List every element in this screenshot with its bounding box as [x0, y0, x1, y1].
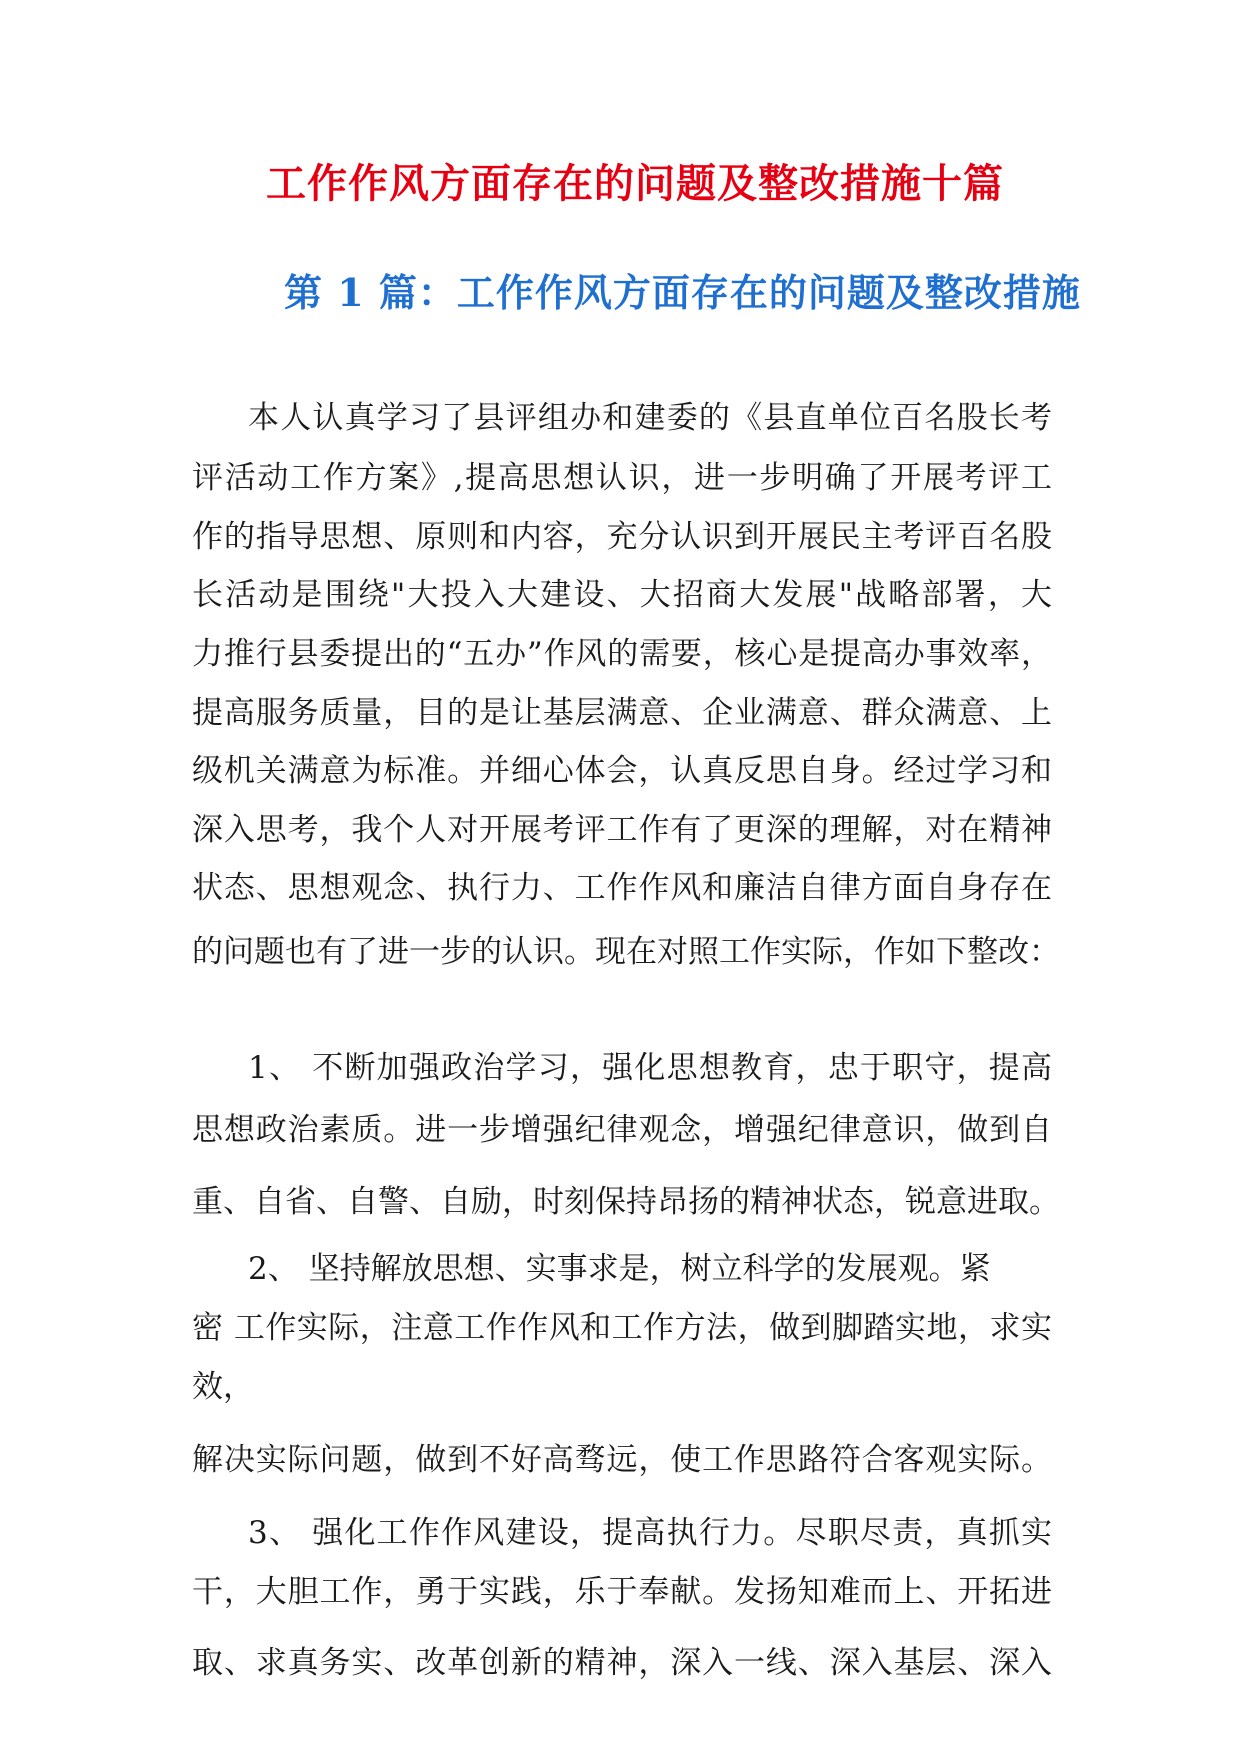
list-item-line: 1、 不断加强政治学习，强化思想教育，忠于职守，提高: [248, 1050, 1052, 1086]
paragraph-line: 深入思考，我个人对开展考评工作有了更深的理解，对在精神: [192, 812, 1052, 848]
paragraph-line: 状态、思想观念、执行力、工作作风和廉洁自律方面自身存在: [192, 870, 1052, 906]
section-title: 第 1 篇：工作作风方面存在的问题及整改措施: [284, 270, 1081, 315]
document-title: 工作作风方面存在的问题及整改措施十篇: [266, 160, 1004, 207]
paragraph-line: 提高服务质量，目的是让基层满意、企业满意、群众满意、上: [192, 695, 1052, 731]
list-item-line: 2、 坚持解放思想、实事求是，树立科学的发展观。紧: [248, 1251, 991, 1287]
list-item-line: 取、求真务实、改革创新的精神，深入一线、深入基层、深入: [192, 1645, 1052, 1681]
list-item-line: 干，大胆工作，勇于实践，乐于奉献。发扬知难而上、开拓进: [192, 1574, 1052, 1610]
list-item-line: 解决实际问题，做到不好高骛远，使工作思路符合客观实际。: [192, 1442, 1052, 1478]
list-item-line: 思想政治素质。进一步增强纪律观念，增强纪律意识，做到自: [192, 1112, 1052, 1148]
list-item-line: 重、自省、自警、自励，时刻保持昂扬的精神状态，锐意进取。: [192, 1184, 1060, 1220]
list-item-line: 效，: [192, 1369, 254, 1405]
paragraph-line: 评活动工作方案》,提高思想认识，进一步明确了开展考评工: [192, 460, 1052, 496]
paragraph-line: 作的指导思想、原则和内容，充分认识到开展民主考评百名股: [192, 519, 1052, 555]
paragraph-line: 长活动是围绕"大投入大建设、大招商大发展"战略部署，大: [192, 577, 1052, 613]
paragraph-line: 力推行县委提出的“五办”作风的需要，核心是提高办事效率，: [192, 636, 1052, 672]
paragraph-line: 的问题也有了进一步的认识。现在对照工作实际，作如下整改：: [192, 934, 1060, 970]
paragraph-line: 级机关满意为标准。并细心体会，认真反思自身。经过学习和: [192, 753, 1052, 789]
paragraph-line: 本人认真学习了县评组办和建委的《县直单位百名股长考: [248, 400, 1052, 436]
list-item-line: 3、 强化工作作风建设，提高执行力。尽职尽责，真抓实: [248, 1515, 1052, 1551]
list-item-line: 密 工作实际，注意工作作风和工作方法，做到脚踏实地，求实: [192, 1310, 1052, 1346]
